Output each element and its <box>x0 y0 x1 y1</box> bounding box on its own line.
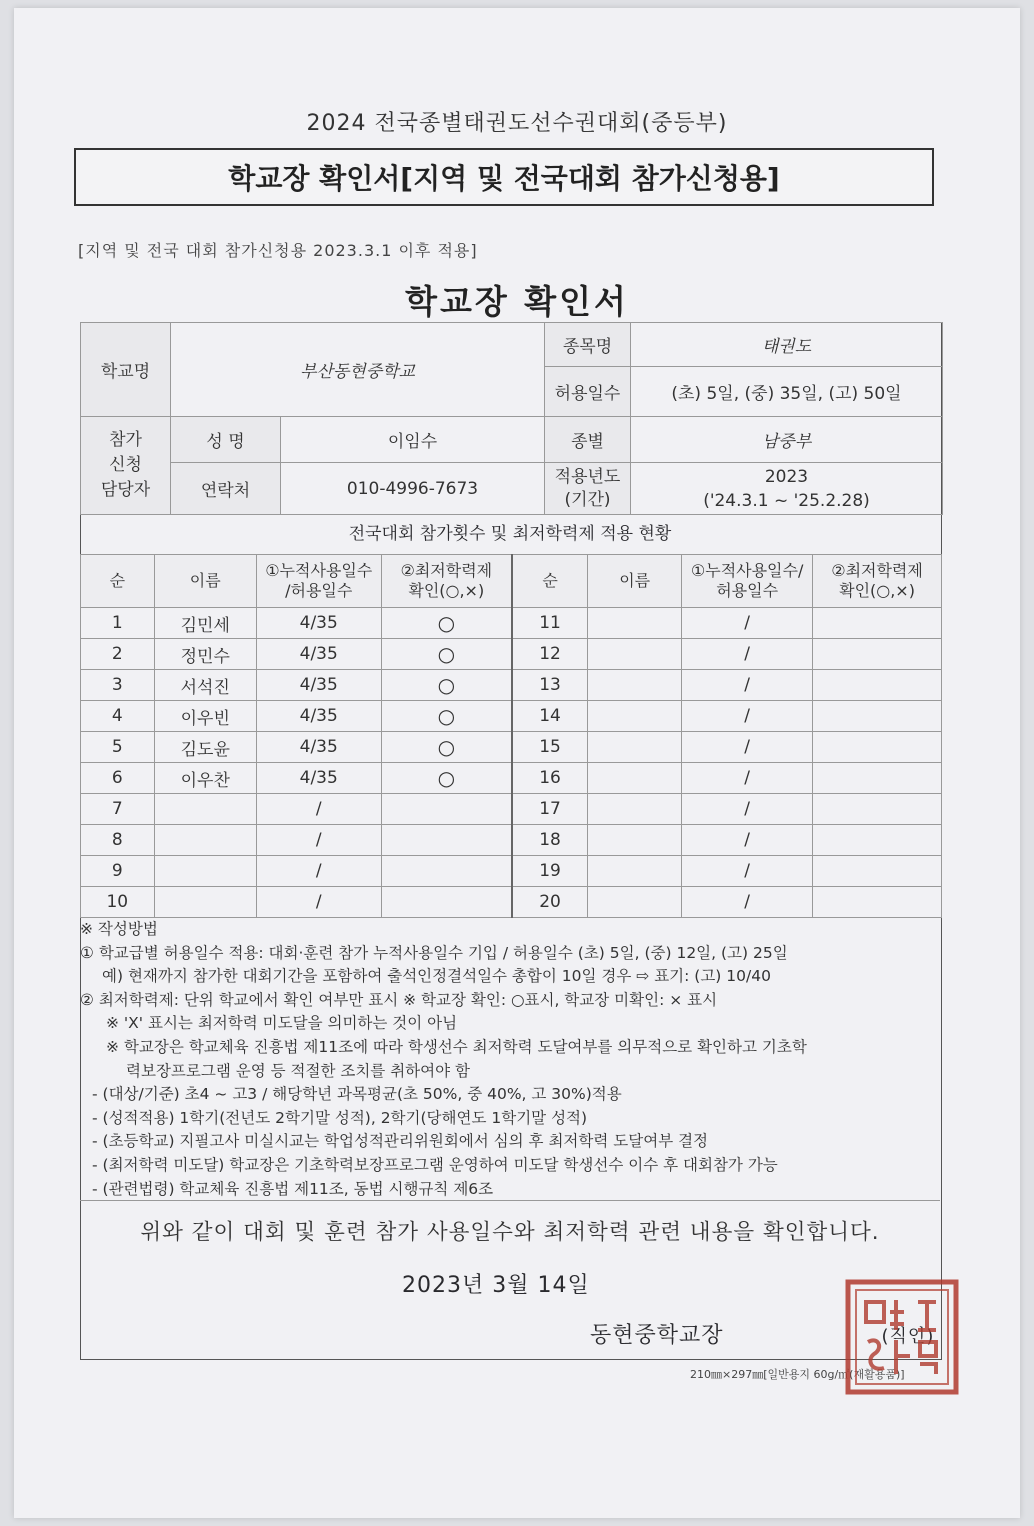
document-box-title: 학교장 확인서[지역 및 전국대회 참가신청용] <box>74 148 934 206</box>
row-no: 15 <box>512 732 588 763</box>
used-days: / <box>682 732 813 763</box>
table-row <box>81 887 942 918</box>
student-name <box>588 856 682 887</box>
min-academic-check: ○ <box>381 701 512 732</box>
row-no: 2 <box>81 639 155 670</box>
contact-phone: 010-4996-7673 <box>281 463 545 515</box>
student-name <box>154 794 256 825</box>
instruction-line: - (초등학교) 지필고사 미실시교는 학업성적관리위원회에서 심의 후 최저학력 도달여부 결정 <box>92 1132 709 1151</box>
contact-name-label: 성 명 <box>171 417 281 463</box>
instruction-heading: ※ 작성방법 <box>80 920 158 938</box>
row-no: 3 <box>81 670 155 701</box>
participation-status-table <box>80 554 942 918</box>
year-label: 적용년도 (기간) <box>545 463 631 515</box>
student-name <box>588 732 682 763</box>
official-seal <box>840 1272 966 1402</box>
min-academic-check <box>813 701 942 732</box>
min-academic-check <box>813 825 942 856</box>
min-academic-check <box>813 639 942 670</box>
used-days: 4/35 <box>256 670 381 701</box>
min-academic-check <box>813 794 942 825</box>
row-no: 9 <box>81 856 155 887</box>
row-no: 19 <box>512 856 588 887</box>
used-days: 4/35 <box>256 608 381 639</box>
student-name <box>154 887 256 918</box>
used-days: 4/35 <box>256 732 381 763</box>
row-no: 12 <box>512 639 588 670</box>
sport-label: 종목명 <box>545 323 631 367</box>
used-days: / <box>682 763 813 794</box>
min-academic-check: ○ <box>381 670 512 701</box>
col-header-name: 이름 <box>154 555 256 608</box>
student-name <box>588 670 682 701</box>
used-days: / <box>256 794 381 825</box>
used-days: / <box>256 856 381 887</box>
sport-value: 태권도 <box>631 323 943 367</box>
used-days: / <box>682 856 813 887</box>
student-name <box>588 608 682 639</box>
category-value: 남중부 <box>631 417 943 463</box>
used-days: 4/35 <box>256 701 381 732</box>
student-name: 김민세 <box>154 608 256 639</box>
student-name <box>588 887 682 918</box>
table-row <box>81 670 942 701</box>
row-no: 20 <box>512 887 588 918</box>
applicability-note: [지역 및 전국 대회 참가신청용 2023.3.1 이후 적용] <box>78 241 478 260</box>
col-header-days: ①누적사용일수 /허용일수 <box>256 555 381 608</box>
status-section-title: 전국대회 참가횟수 및 최저학력제 적용 현황 <box>80 514 940 555</box>
table-header-row <box>81 555 942 608</box>
issue-date: 2023년 3월 14일 <box>402 1273 590 1298</box>
min-academic-check: ○ <box>381 608 512 639</box>
row-no: 4 <box>81 701 155 732</box>
used-days: / <box>682 794 813 825</box>
row-no: 7 <box>81 794 155 825</box>
row-no: 10 <box>81 887 155 918</box>
min-academic-check: ○ <box>381 732 512 763</box>
col-header-name: 이름 <box>588 555 682 608</box>
school-name: 부산동현중학교 <box>171 323 545 417</box>
student-name: 김도윤 <box>154 732 256 763</box>
student-name <box>154 825 256 856</box>
student-name: 이우찬 <box>154 763 256 794</box>
contact-name: 이임수 <box>281 417 545 463</box>
instruction-line: ※ 'X' 표시는 최저학력 미도달을 의미하는 것이 아님 <box>106 1014 458 1033</box>
used-days: / <box>682 670 813 701</box>
contact-phone-label: 연락처 <box>171 463 281 515</box>
student-name: 정민수 <box>154 639 256 670</box>
table-row <box>81 639 942 670</box>
instruction-line: - (대상/기준) 초4 ~ 고3 / 해당학년 과목평균(초 50%, 중 40%, 고 30%)적용 <box>92 1085 622 1104</box>
instruction-line: 력보장프로그램 운영 등 적절한 조치를 취하여야 함 <box>126 1061 470 1080</box>
col-header-confirm: ②최저학력제 확인(○,×) <box>381 555 512 608</box>
seal-placeholder: (직인) <box>881 1326 935 1347</box>
min-academic-check: ○ <box>381 763 512 794</box>
student-name: 서석진 <box>154 670 256 701</box>
table-row <box>81 794 942 825</box>
student-name <box>588 763 682 794</box>
table-row <box>81 856 942 887</box>
row-no: 6 <box>81 763 155 794</box>
applicant-info-table <box>80 322 943 515</box>
student-name <box>588 701 682 732</box>
student-name: 이우빈 <box>154 701 256 732</box>
table-row <box>81 732 942 763</box>
col-header-no: 순 <box>81 555 155 608</box>
instruction-line: ① 학교급별 허용일수 적용: 대회·훈련 참가 누적사용일수 기입 / 허용일수 (초) 5일, (중) 12일, (고) 25일 <box>80 943 788 962</box>
min-academic-check <box>381 794 512 825</box>
instruction-line: - (관련법령) 학교체육 진흥법 제11조, 동법 시행규칙 제6조 <box>92 1179 494 1198</box>
row-no: 14 <box>512 701 588 732</box>
student-name <box>588 794 682 825</box>
page-title: 학교장 확인서 <box>405 282 629 321</box>
used-days: / <box>682 639 813 670</box>
instruction-line: 예) 현재까지 참가한 대회기간을 포함하여 출석인정결석일수 총합이 10일 경우 ⇨ 표기: (고) 10/40 <box>102 967 771 986</box>
min-academic-check <box>813 856 942 887</box>
min-academic-check <box>813 732 942 763</box>
instruction-line: ※ 학교장은 학교체육 진흥법 제11조에 따라 학생선수 최저학력 도달여부를 의무적으로 확인하고 기초학 <box>106 1037 807 1056</box>
used-days: / <box>256 825 381 856</box>
used-days: 4/35 <box>256 639 381 670</box>
school-label: 학교명 <box>81 323 171 417</box>
min-academic-check <box>813 887 942 918</box>
row-no: 13 <box>512 670 588 701</box>
contact-group-label: 참가 신청 담당자 <box>81 417 171 515</box>
row-no: 11 <box>512 608 588 639</box>
seal-stamp-icon <box>840 1272 966 1402</box>
row-no: 1 <box>81 608 155 639</box>
allowed-days-label: 허용일수 <box>545 367 631 417</box>
instruction-line: ② 최저학력제: 단위 학교에서 확인 여부만 표시 ※ 학교장 확인: ○표시, 학교장 미확인: × 표시 <box>80 990 718 1009</box>
col-header-confirm: ②최저학력제 확인(○,×) <box>813 555 942 608</box>
paper-spec: 210㎜×297㎜[일반용지 60g/㎡(재활용품)] <box>690 1368 905 1381</box>
used-days: / <box>256 887 381 918</box>
event-name: 2024 전국종별태권도선수권대회(중등부) <box>306 111 728 136</box>
min-academic-check <box>813 608 942 639</box>
used-days: / <box>682 701 813 732</box>
writing-instructions <box>80 918 940 1201</box>
row-no: 8 <box>81 825 155 856</box>
used-days: / <box>682 825 813 856</box>
table-row <box>81 608 942 639</box>
instruction-line: - (성적적용) 1학기(전년도 2학기말 성적), 2학기(당해연도 1학기말 성적) <box>92 1108 588 1127</box>
min-academic-check <box>813 670 942 701</box>
instruction-line: - (최저학력 미도달) 학교장은 기초학력보장프로그램 운영하여 미도달 학생선수 이수 후 대회참가 가능 <box>92 1155 778 1174</box>
student-name <box>588 639 682 670</box>
student-name <box>588 825 682 856</box>
min-academic-check: ○ <box>381 639 512 670</box>
row-no: 18 <box>512 825 588 856</box>
student-name <box>154 856 256 887</box>
year-value: 2023 ('24.3.1 ~ '25.2.28) <box>631 463 943 515</box>
table-row <box>81 825 942 856</box>
min-academic-check <box>381 825 512 856</box>
used-days: 4/35 <box>256 763 381 794</box>
row-no: 5 <box>81 732 155 763</box>
col-header-no: 순 <box>512 555 588 608</box>
confirmation-statement: 위와 같이 대회 및 훈련 참가 사용일수와 최저학력 관련 내용을 확인합니다. <box>80 1200 940 1246</box>
used-days: / <box>682 608 813 639</box>
used-days: / <box>682 887 813 918</box>
principal-name: 동현중학교장 (직인) <box>590 1323 935 1348</box>
table-row <box>81 763 942 794</box>
category-label: 종별 <box>545 417 631 463</box>
min-academic-check <box>381 856 512 887</box>
col-header-days: ①누적사용일수/ 허용일수 <box>682 555 813 608</box>
min-academic-check <box>813 763 942 794</box>
allowed-days-value: (초) 5일, (중) 35일, (고) 50일 <box>631 367 943 417</box>
min-academic-check <box>381 887 512 918</box>
row-no: 17 <box>512 794 588 825</box>
row-no: 16 <box>512 763 588 794</box>
table-row <box>81 701 942 732</box>
